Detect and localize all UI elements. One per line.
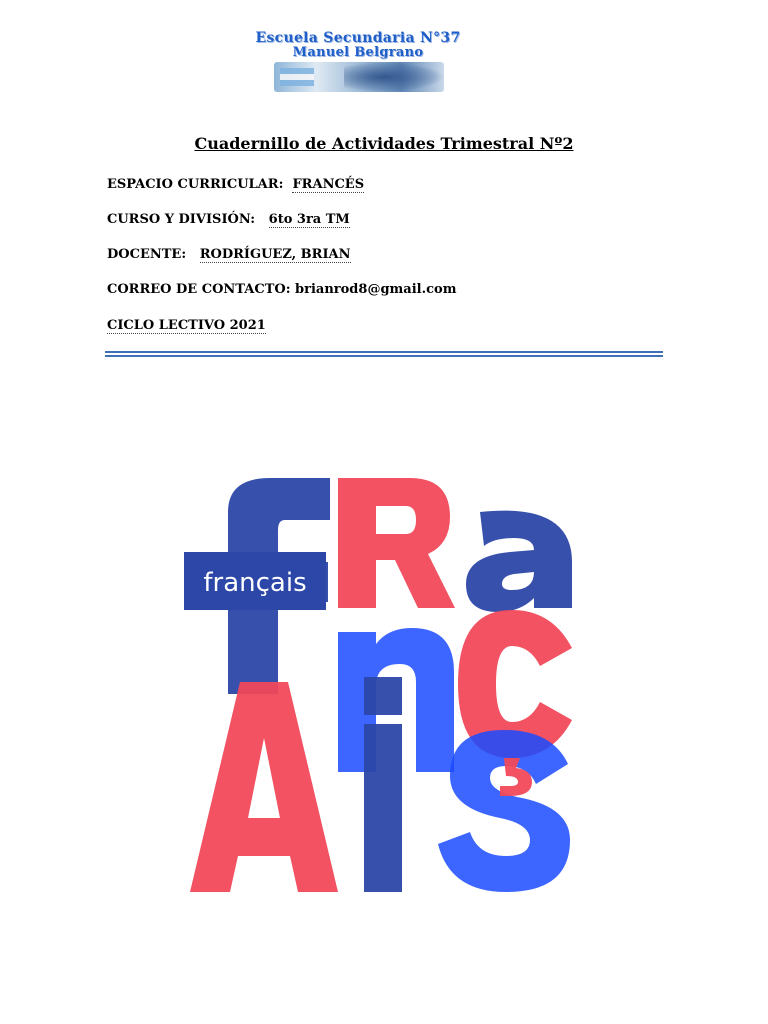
field-value: CICLO LECTIVO 2021 bbox=[107, 318, 266, 333]
field-label: CORREO DE CONTACTO: bbox=[107, 282, 291, 297]
flag-icon bbox=[280, 68, 314, 86]
school-name: Escuela Secundaria N°37 bbox=[255, 30, 461, 46]
francais-artwork bbox=[180, 472, 600, 902]
field-docente bbox=[107, 247, 351, 262]
document-title: Cuadernillo de Actividades Trimestral Nº2 bbox=[194, 134, 574, 153]
field-ciclo-lectivo bbox=[107, 318, 266, 333]
field-label: ESPACIO CURRICULAR: bbox=[107, 177, 284, 192]
divider bbox=[105, 351, 663, 357]
school-patron: Manuel Belgrano bbox=[292, 45, 424, 60]
field-value: 6to 3ra TM bbox=[268, 212, 350, 227]
field-value: brianrod8@gmail.com bbox=[295, 282, 457, 297]
field-value: FRANCÉS bbox=[292, 177, 365, 192]
field-value: RODRÍGUEZ, BRIAN bbox=[199, 247, 351, 262]
field-label: CURSO Y DIVISIÓN: bbox=[107, 212, 256, 227]
field-correo bbox=[107, 282, 456, 297]
flag-banner-image bbox=[274, 62, 444, 92]
artwork-label: français bbox=[203, 568, 307, 598]
field-curso-division bbox=[107, 212, 350, 227]
field-espacio-curricular bbox=[107, 177, 364, 192]
field-label: DOCENTE: bbox=[107, 247, 187, 262]
school-logo bbox=[244, 28, 472, 94]
